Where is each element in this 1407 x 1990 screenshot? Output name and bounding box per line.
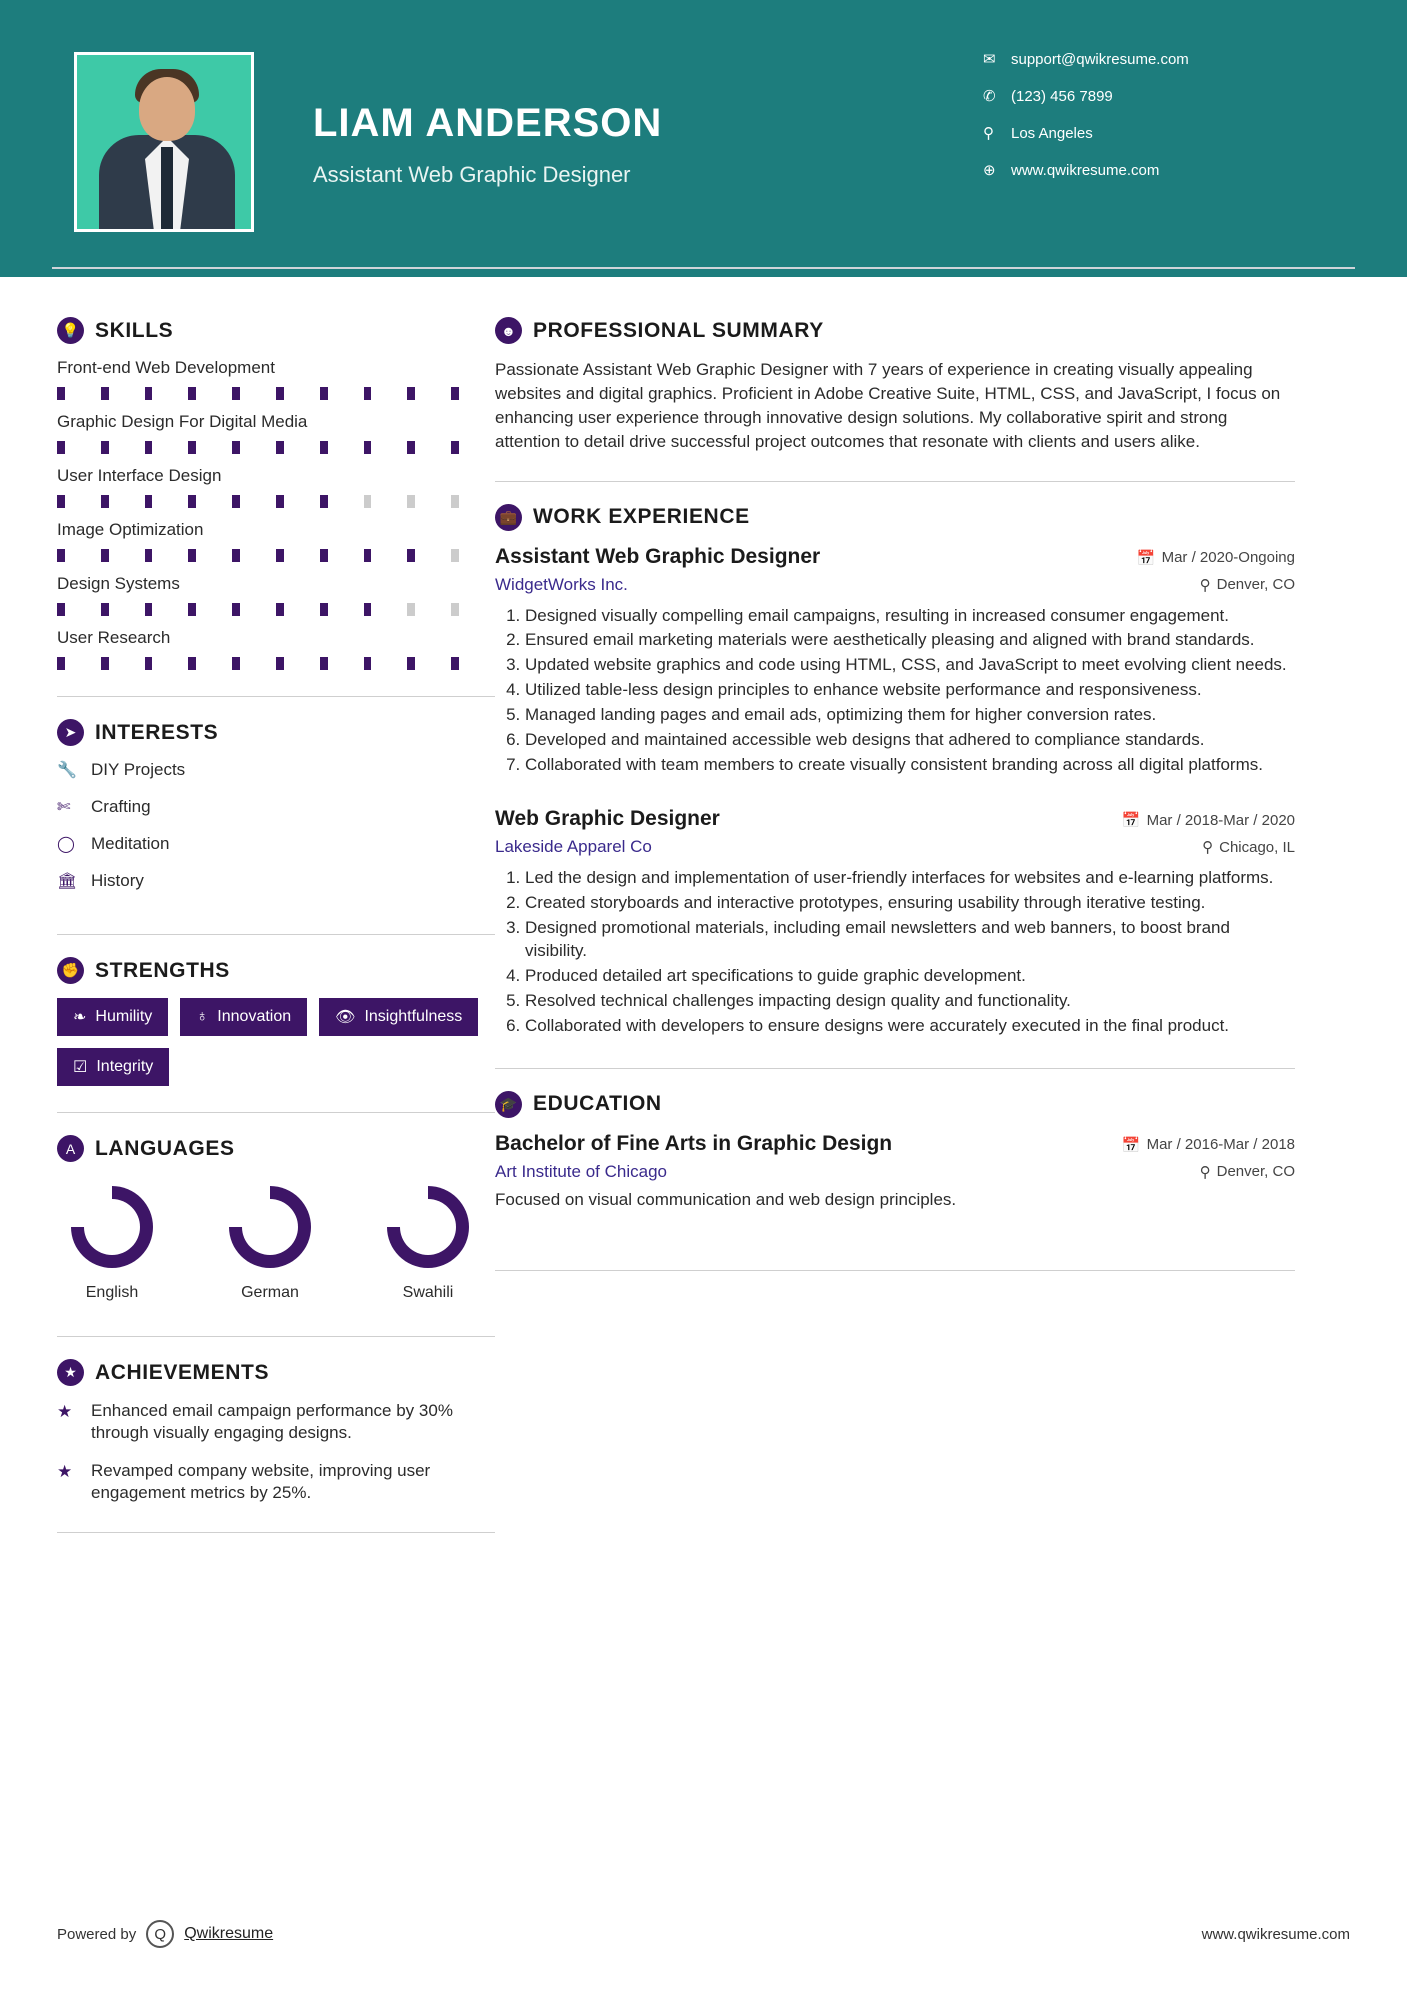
globe-icon: ⊕ bbox=[983, 162, 996, 179]
qwikresume-link[interactable]: Qwikresume bbox=[184, 1925, 274, 1942]
interest-label: DIY Projects bbox=[91, 760, 186, 779]
skill-rating bbox=[57, 603, 495, 616]
school-name: Art Institute of Chicago bbox=[495, 1161, 667, 1181]
skill-dot bbox=[451, 495, 459, 508]
achievement-item bbox=[57, 1460, 495, 1504]
divider bbox=[57, 1112, 495, 1113]
scissors-icon: ✄ bbox=[57, 799, 71, 816]
skill-name: Design Systems bbox=[57, 574, 180, 593]
jobs-list bbox=[495, 545, 1350, 1038]
skill-rating bbox=[57, 495, 495, 508]
language-item bbox=[215, 1186, 325, 1302]
job-title: Web Graphic Designer bbox=[495, 807, 720, 831]
page-footer bbox=[0, 1920, 1407, 1948]
contact-list bbox=[983, 50, 1333, 198]
email-icon: ✉ bbox=[983, 51, 996, 68]
strength-chip bbox=[319, 998, 478, 1036]
skill-name: User Interface Design bbox=[57, 466, 222, 485]
job-date bbox=[1122, 811, 1295, 829]
achievement-item bbox=[57, 1400, 495, 1444]
skill-name: Image Optimization bbox=[57, 520, 204, 539]
education-entry bbox=[495, 1132, 1350, 1210]
qwikresume-logo-icon: Q bbox=[146, 1920, 174, 1948]
location-pin-icon: ⚲ bbox=[1199, 1163, 1211, 1181]
graduation-icon: 🎓 bbox=[495, 1091, 522, 1118]
experience-entry bbox=[495, 545, 1350, 778]
skill-dot bbox=[364, 549, 372, 562]
section-title-education: EDUCATION bbox=[533, 1092, 662, 1116]
job-location-text: Chicago, IL bbox=[1219, 838, 1295, 856]
circle-icon: ◯ bbox=[57, 836, 75, 853]
main-content bbox=[495, 277, 1407, 1555]
section-title-achievements: ACHIEVEMENTS bbox=[95, 1360, 270, 1384]
skill-dot bbox=[320, 603, 328, 616]
section-experience bbox=[495, 504, 1350, 1038]
skill-dot bbox=[407, 495, 415, 508]
section-title-experience: WORK EXPERIENCE bbox=[533, 505, 750, 528]
job-duty-item: 4. Produced detailed art specifications to guide graphic development. bbox=[525, 965, 1295, 988]
job-location bbox=[1200, 576, 1295, 594]
language-label: English bbox=[85, 1284, 139, 1301]
skill-dot bbox=[188, 441, 196, 454]
language-label: German bbox=[241, 1284, 299, 1301]
strength-chip bbox=[57, 998, 168, 1036]
job-date bbox=[1137, 549, 1295, 567]
interest-item bbox=[57, 834, 277, 854]
skill-dot bbox=[276, 657, 284, 670]
skill-dot bbox=[145, 549, 153, 562]
lightbulb-icon: 💡 bbox=[57, 317, 84, 344]
skills-list bbox=[57, 358, 495, 670]
location-pin-icon: ⚲ bbox=[983, 125, 994, 142]
job-role-subtitle: Assistant Web Graphic Designer bbox=[313, 162, 631, 187]
skill-item bbox=[57, 466, 495, 508]
education-description: Focused on visual communication and web design principles. bbox=[495, 1189, 957, 1209]
job-duty-item: 6. Collaborated with developers to ensure designs were accurately executed in the final product. bbox=[525, 1015, 1295, 1038]
section-strengths bbox=[57, 957, 495, 1086]
skill-dot bbox=[145, 603, 153, 616]
skill-name: Front-end Web Development bbox=[57, 358, 275, 377]
skill-dot bbox=[364, 495, 372, 508]
skill-dot bbox=[232, 657, 240, 670]
job-duty-item: 4. Utilized table-less design principles to enhance website performance and responsiveness. bbox=[525, 679, 1295, 702]
divider bbox=[495, 481, 1295, 482]
skill-dot bbox=[232, 441, 240, 454]
job-duty-item: 6. Developed and maintained accessible web designs that adhered to compliance standards. bbox=[525, 729, 1295, 752]
job-date-text: Mar / 2020-Ongoing bbox=[1161, 549, 1295, 566]
strength-label: Humility bbox=[95, 1008, 153, 1025]
contact-email-text: support@qwikresume.com bbox=[1011, 50, 1189, 68]
skill-dot bbox=[407, 549, 415, 562]
interests-list bbox=[57, 760, 495, 908]
phone-icon: ✆ bbox=[983, 88, 996, 105]
contact-phone[interactable] bbox=[983, 87, 1333, 105]
skill-dot bbox=[57, 441, 65, 454]
education-location-text: Denver, CO bbox=[1216, 1163, 1295, 1181]
interest-label: Meditation bbox=[91, 834, 170, 853]
interest-label: Crafting bbox=[91, 797, 151, 816]
achievement-text: Revamped company website, improving user engagement metrics by 25%. bbox=[91, 1461, 431, 1503]
language-level-ring bbox=[71, 1186, 153, 1268]
skill-dot bbox=[364, 441, 372, 454]
strength-label: Integrity bbox=[96, 1058, 154, 1075]
skill-dot bbox=[101, 657, 109, 670]
section-title-strengths: STRENGTHS bbox=[95, 958, 230, 982]
skill-dot bbox=[320, 387, 328, 400]
skill-dot bbox=[188, 387, 196, 400]
job-duty-item: 3. Updated website graphics and code using HTML, CSS, and JavaScript to meet evolving client needs. bbox=[525, 654, 1295, 677]
skill-dot bbox=[276, 549, 284, 562]
skill-dot bbox=[101, 549, 109, 562]
fist-icon: ✊ bbox=[57, 957, 84, 984]
language-level-ring bbox=[229, 1186, 311, 1268]
paper-plane-icon: ➤ bbox=[57, 719, 84, 746]
location-pin-icon: ⚲ bbox=[1199, 576, 1211, 594]
experience-entry bbox=[495, 807, 1350, 1038]
skill-dot bbox=[57, 603, 65, 616]
section-title-interests: INTERESTS bbox=[95, 720, 219, 744]
skill-dot bbox=[232, 603, 240, 616]
skill-dot bbox=[320, 495, 328, 508]
job-duty-item: 2. Created storyboards and interactive prototypes, ensuring usability through iterative testing. bbox=[525, 892, 1295, 915]
strength-chip bbox=[180, 998, 307, 1036]
job-title: Assistant Web Graphic Designer bbox=[495, 544, 821, 568]
skill-dot bbox=[451, 657, 459, 670]
skill-dot bbox=[57, 495, 65, 508]
job-duty-item: 1. Led the design and implementation of user-friendly interfaces for websites and e-learning platforms. bbox=[525, 867, 1295, 890]
sidebar bbox=[0, 277, 495, 1555]
job-duty-item: 1. Designed visually compelling email campaigns, resulting in increased consumer engagement. bbox=[525, 605, 1295, 628]
skill-dot bbox=[101, 441, 109, 454]
contact-phone-text: (123) 456 7899 bbox=[1011, 87, 1113, 105]
star-icon: ★ bbox=[57, 1462, 73, 1482]
skill-dot bbox=[101, 603, 109, 616]
contact-website[interactable] bbox=[983, 161, 1333, 179]
education-location bbox=[1200, 1163, 1295, 1181]
skill-item bbox=[57, 574, 495, 616]
strengths-list bbox=[57, 998, 497, 1086]
education-date bbox=[1122, 1136, 1295, 1154]
avatar bbox=[74, 52, 254, 232]
skill-dot bbox=[276, 441, 284, 454]
achievements-list bbox=[57, 1400, 495, 1504]
skill-dot bbox=[407, 441, 415, 454]
skill-dot bbox=[145, 387, 153, 400]
interest-item bbox=[57, 797, 277, 817]
calendar-icon: 📅 bbox=[1136, 549, 1156, 567]
section-interests bbox=[57, 719, 495, 908]
skill-dot bbox=[188, 549, 196, 562]
skill-dot bbox=[101, 387, 109, 400]
language-label: Swahili bbox=[402, 1284, 454, 1301]
job-duty-item: 3. Designed promotional materials, including email newsletters and web banners, to boost brand visibility. bbox=[525, 917, 1295, 963]
interest-item bbox=[57, 871, 277, 891]
skill-dot bbox=[57, 657, 65, 670]
skill-dot bbox=[57, 549, 65, 562]
section-skills bbox=[57, 317, 495, 670]
skill-dot bbox=[320, 657, 328, 670]
skill-rating bbox=[57, 549, 495, 562]
contact-website-text: www.qwikresume.com bbox=[1011, 161, 1160, 179]
abc-icon: A bbox=[57, 1135, 84, 1162]
divider bbox=[57, 1532, 495, 1533]
divider bbox=[495, 1068, 1295, 1069]
skill-dot bbox=[320, 441, 328, 454]
summary-text: Passionate Assistant Web Graphic Designer with 7 years of experience in creating visually appealing websites and digital graphics. Proficient in Adobe Creative Suite, HTML, CSS, and JavaScript, I focus on enhancing user experience through innovative design solutions. My collaborative spirit and strong attention to detail drive successful project outcomes that resonate with clients and users alike. bbox=[495, 360, 1281, 452]
skill-dot bbox=[188, 495, 196, 508]
calendar-icon: 📅 bbox=[1121, 812, 1141, 830]
wrench-icon: 🔧 bbox=[57, 762, 77, 779]
skill-name: User Research bbox=[57, 628, 171, 647]
section-achievements bbox=[57, 1359, 495, 1504]
skill-item bbox=[57, 520, 495, 562]
skill-dot bbox=[276, 495, 284, 508]
skill-dot bbox=[232, 387, 240, 400]
strength-label: Innovation bbox=[217, 1008, 292, 1025]
job-duties-list bbox=[495, 867, 1295, 1038]
job-duty-item: 7. Collaborated with team members to create visually consistent branding across all digital platforms. bbox=[525, 754, 1295, 777]
job-date-text: Mar / 2018-Mar / 2020 bbox=[1146, 811, 1295, 829]
divider bbox=[495, 1270, 1295, 1271]
job-location-text: Denver, CO bbox=[1216, 576, 1295, 593]
skill-dot bbox=[232, 549, 240, 562]
skill-dot bbox=[232, 495, 240, 508]
section-title-summary: PROFESSIONAL SUMMARY bbox=[533, 318, 824, 342]
divider bbox=[57, 934, 495, 935]
contact-email[interactable] bbox=[983, 50, 1333, 68]
language-level-ring bbox=[387, 1186, 469, 1268]
degree-title: Bachelor of Fine Arts in Graphic Design bbox=[495, 1131, 893, 1155]
skill-dot bbox=[364, 387, 372, 400]
strength-chip bbox=[57, 1048, 169, 1086]
skill-item bbox=[57, 412, 495, 454]
language-item bbox=[57, 1186, 167, 1302]
section-title-languages: LANGUAGES bbox=[95, 1136, 235, 1160]
job-company: WidgetWorks Inc. bbox=[495, 574, 628, 594]
language-item bbox=[373, 1186, 483, 1302]
skill-dot bbox=[101, 495, 109, 508]
divider bbox=[57, 1336, 495, 1337]
check-box-icon: ☑ bbox=[73, 1059, 88, 1076]
job-duties-list bbox=[495, 605, 1295, 778]
interest-label: History bbox=[91, 871, 144, 890]
skill-name: Graphic Design For Digital Media bbox=[57, 412, 308, 431]
education-list bbox=[495, 1132, 1350, 1210]
bulb-icon: ♁ bbox=[196, 1008, 209, 1025]
skill-dot bbox=[364, 603, 372, 616]
skill-dot bbox=[188, 657, 196, 670]
languages-list bbox=[57, 1186, 495, 1302]
divider bbox=[57, 696, 495, 697]
eye-icon: 👁 bbox=[335, 1009, 356, 1026]
job-location bbox=[1202, 838, 1295, 856]
skill-dot bbox=[145, 441, 153, 454]
skill-dot bbox=[145, 495, 153, 508]
skill-dot bbox=[451, 441, 459, 454]
job-duty-item: 5. Managed landing pages and email ads, optimizing them for higher conversion rates. bbox=[525, 704, 1295, 727]
skill-dot bbox=[188, 603, 196, 616]
bank-icon: 🏛 bbox=[57, 873, 78, 890]
skill-dot bbox=[276, 603, 284, 616]
skill-rating bbox=[57, 657, 495, 670]
skill-dot bbox=[276, 387, 284, 400]
header-divider bbox=[52, 267, 1355, 269]
star-icon: ★ bbox=[57, 1402, 73, 1421]
footer-website[interactable]: www.qwikresume.com bbox=[1201, 1925, 1350, 1943]
skill-item bbox=[57, 358, 495, 400]
skill-dot bbox=[451, 387, 459, 400]
achievement-text: Enhanced email campaign performance by 30% through visually engaging designs. bbox=[91, 1401, 453, 1443]
star-badge-icon: ★ bbox=[57, 1359, 84, 1386]
calendar-icon: 📅 bbox=[1121, 1136, 1141, 1154]
resume-body bbox=[0, 277, 1407, 1555]
skill-dot bbox=[145, 657, 153, 670]
job-duty-item: 5. Resolved technical challenges impacting design quality and functionality. bbox=[525, 990, 1295, 1013]
resume-header bbox=[0, 0, 1407, 277]
skill-dot bbox=[407, 387, 415, 400]
job-duty-item: 2. Ensured email marketing materials were aesthetically pleasing and aligned with brand standards. bbox=[525, 629, 1295, 652]
interest-item bbox=[57, 760, 277, 780]
briefcase-icon: 💼 bbox=[495, 504, 522, 531]
strength-label: Insightfulness bbox=[364, 1008, 463, 1025]
skill-rating bbox=[57, 441, 495, 454]
job-company: Lakeside Apparel Co bbox=[495, 837, 652, 857]
person-icon: ☻ bbox=[495, 317, 522, 344]
section-summary bbox=[495, 317, 1350, 455]
section-title-skills: SKILLS bbox=[95, 318, 174, 342]
skill-rating bbox=[57, 387, 495, 400]
location-pin-icon: ⚲ bbox=[1202, 839, 1214, 857]
contact-location-text: Los Angeles bbox=[1011, 124, 1093, 142]
skill-dot bbox=[407, 603, 415, 616]
skill-dot bbox=[320, 549, 328, 562]
footer-brand bbox=[57, 1920, 273, 1948]
powered-by-label: Powered by bbox=[57, 1925, 137, 1943]
skill-dot bbox=[451, 549, 459, 562]
education-date-text: Mar / 2016-Mar / 2018 bbox=[1146, 1136, 1295, 1154]
skill-item bbox=[57, 628, 495, 670]
page-title: LIAM ANDERSON bbox=[313, 101, 663, 145]
section-education bbox=[495, 1091, 1350, 1210]
skill-dot bbox=[451, 603, 459, 616]
leaf-icon: ❧ bbox=[73, 1009, 87, 1026]
skill-dot bbox=[407, 657, 415, 670]
skill-dot bbox=[364, 657, 372, 670]
skill-dot bbox=[57, 387, 65, 400]
contact-location bbox=[983, 124, 1333, 142]
section-languages bbox=[57, 1135, 495, 1302]
